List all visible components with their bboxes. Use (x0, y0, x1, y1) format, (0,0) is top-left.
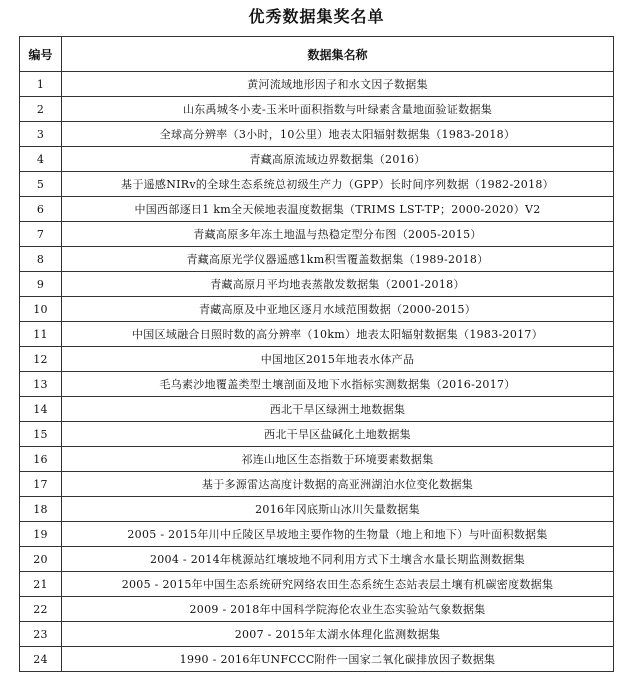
row-number: 3 (20, 122, 62, 147)
header-number: 编号 (20, 37, 62, 72)
row-number: 4 (20, 147, 62, 172)
table-row (20, 622, 614, 647)
row-number: 20 (20, 547, 62, 572)
row-dataset-name: 青藏高原流域边界数据集（2016） (62, 147, 614, 172)
table-row (20, 347, 614, 372)
row-number: 5 (20, 172, 62, 197)
table-row (20, 222, 614, 247)
row-number: 13 (20, 372, 62, 397)
row-number: 10 (20, 297, 62, 322)
row-dataset-name: 西北干旱区绿洲土地数据集 (62, 397, 614, 422)
table-row (20, 247, 614, 272)
row-dataset-name: 中国西部逐日1 km全天候地表温度数据集（TRIMS LST-TP；2000-2020）V2 (62, 197, 614, 222)
row-number: 16 (20, 447, 62, 472)
row-dataset-name: 中国地区2015年地表水体产品 (62, 347, 614, 372)
row-number: 15 (20, 422, 62, 447)
table-row (20, 72, 614, 97)
row-dataset-name: 1990 - 2016年UNFCCC附件一国家二氧化碳排放因子数据集 (62, 647, 614, 672)
row-dataset-name: 青藏高原光学仪器遥感1km积雪覆盖数据集（1989-2018） (62, 247, 614, 272)
row-dataset-name: 2009 - 2018年中国科学院海伦农业生态实验站气象数据集 (62, 597, 614, 622)
row-number: 9 (20, 272, 62, 297)
table-row (20, 572, 614, 597)
table-row (20, 372, 614, 397)
table-row (20, 397, 614, 422)
row-dataset-name: 西北干旱区盐碱化土地数据集 (62, 422, 614, 447)
row-dataset-name: 2005 - 2015年川中丘陵区旱坡地主要作物的生物量（地上和地下）与叶面积数据集 (62, 522, 614, 547)
table-row (20, 322, 614, 347)
table-row (20, 272, 614, 297)
table-row (20, 547, 614, 572)
row-number: 18 (20, 497, 62, 522)
table-header-row (20, 37, 614, 72)
table-row (20, 472, 614, 497)
table-row (20, 297, 614, 322)
row-dataset-name: 全球高分辨率（3小时，10公里）地表太阳辐射数据集（1983-2018） (62, 122, 614, 147)
row-number: 8 (20, 247, 62, 272)
row-number: 23 (20, 622, 62, 647)
row-dataset-name: 基于遥感NIRv的全球生态系统总初级生产力（GPP）长时间序列数据（1982-2018） (62, 172, 614, 197)
document-title: 优秀数据集奖名单 (248, 7, 385, 26)
row-number: 12 (20, 347, 62, 372)
table-row (20, 147, 614, 172)
table-row (20, 497, 614, 522)
row-dataset-name: 2005 - 2015年中国生态系统研究网络农田生态系统生态站表层土壤有机碳密度数据集 (62, 572, 614, 597)
row-number: 24 (20, 647, 62, 672)
row-dataset-name: 青藏高原及中亚地区逐月水域范围数据（2000-2015） (62, 297, 614, 322)
row-dataset-name: 山东禹城冬小麦-玉米叶面积指数与叶绿素含量地面验证数据集 (62, 97, 614, 122)
row-number: 2 (20, 97, 62, 122)
row-number: 6 (20, 197, 62, 222)
row-dataset-name: 2016年冈底斯山冰川矢量数据集 (62, 497, 614, 522)
row-dataset-name: 2007 - 2015年太湖水体理化监测数据集 (62, 622, 614, 647)
table-row (20, 197, 614, 222)
row-dataset-name: 2004 - 2014年桃源站红壤坡地不同利用方式下土壤含水量长期监测数据集 (62, 547, 614, 572)
row-dataset-name: 中国区域融合日照时数的高分辨率（10km）地表太阳辐射数据集（1983-2017） (62, 322, 614, 347)
table-row (20, 597, 614, 622)
row-number: 11 (20, 322, 62, 347)
row-number: 19 (20, 522, 62, 547)
table-row (20, 122, 614, 147)
table-row (20, 447, 614, 472)
row-number: 14 (20, 397, 62, 422)
table-body (20, 72, 614, 672)
table-row (20, 647, 614, 672)
row-dataset-name: 青藏高原月平均地表蒸散发数据集（2001-2018） (62, 272, 614, 297)
row-number: 1 (20, 72, 62, 97)
row-dataset-name: 毛乌素沙地覆盖类型土壤剖面及地下水指标实测数据集（2016-2017） (62, 372, 614, 397)
row-number: 7 (20, 222, 62, 247)
table-row (20, 172, 614, 197)
row-dataset-name: 黄河流域地形因子和水文因子数据集 (62, 72, 614, 97)
table-row (20, 522, 614, 547)
row-dataset-name: 祁连山地区生态指数于环境要素数据集 (62, 447, 614, 472)
row-dataset-name: 青藏高原多年冻土地温与热稳定型分布图（2005-2015） (62, 222, 614, 247)
award-table (19, 36, 614, 672)
table-row (20, 422, 614, 447)
row-number: 21 (20, 572, 62, 597)
table-row (20, 97, 614, 122)
row-number: 17 (20, 472, 62, 497)
row-number: 22 (20, 597, 62, 622)
row-dataset-name: 基于多源雷达高度计数据的高亚洲湖泊水位变化数据集 (62, 472, 614, 497)
header-dataset-name: 数据集名称 (62, 37, 614, 72)
